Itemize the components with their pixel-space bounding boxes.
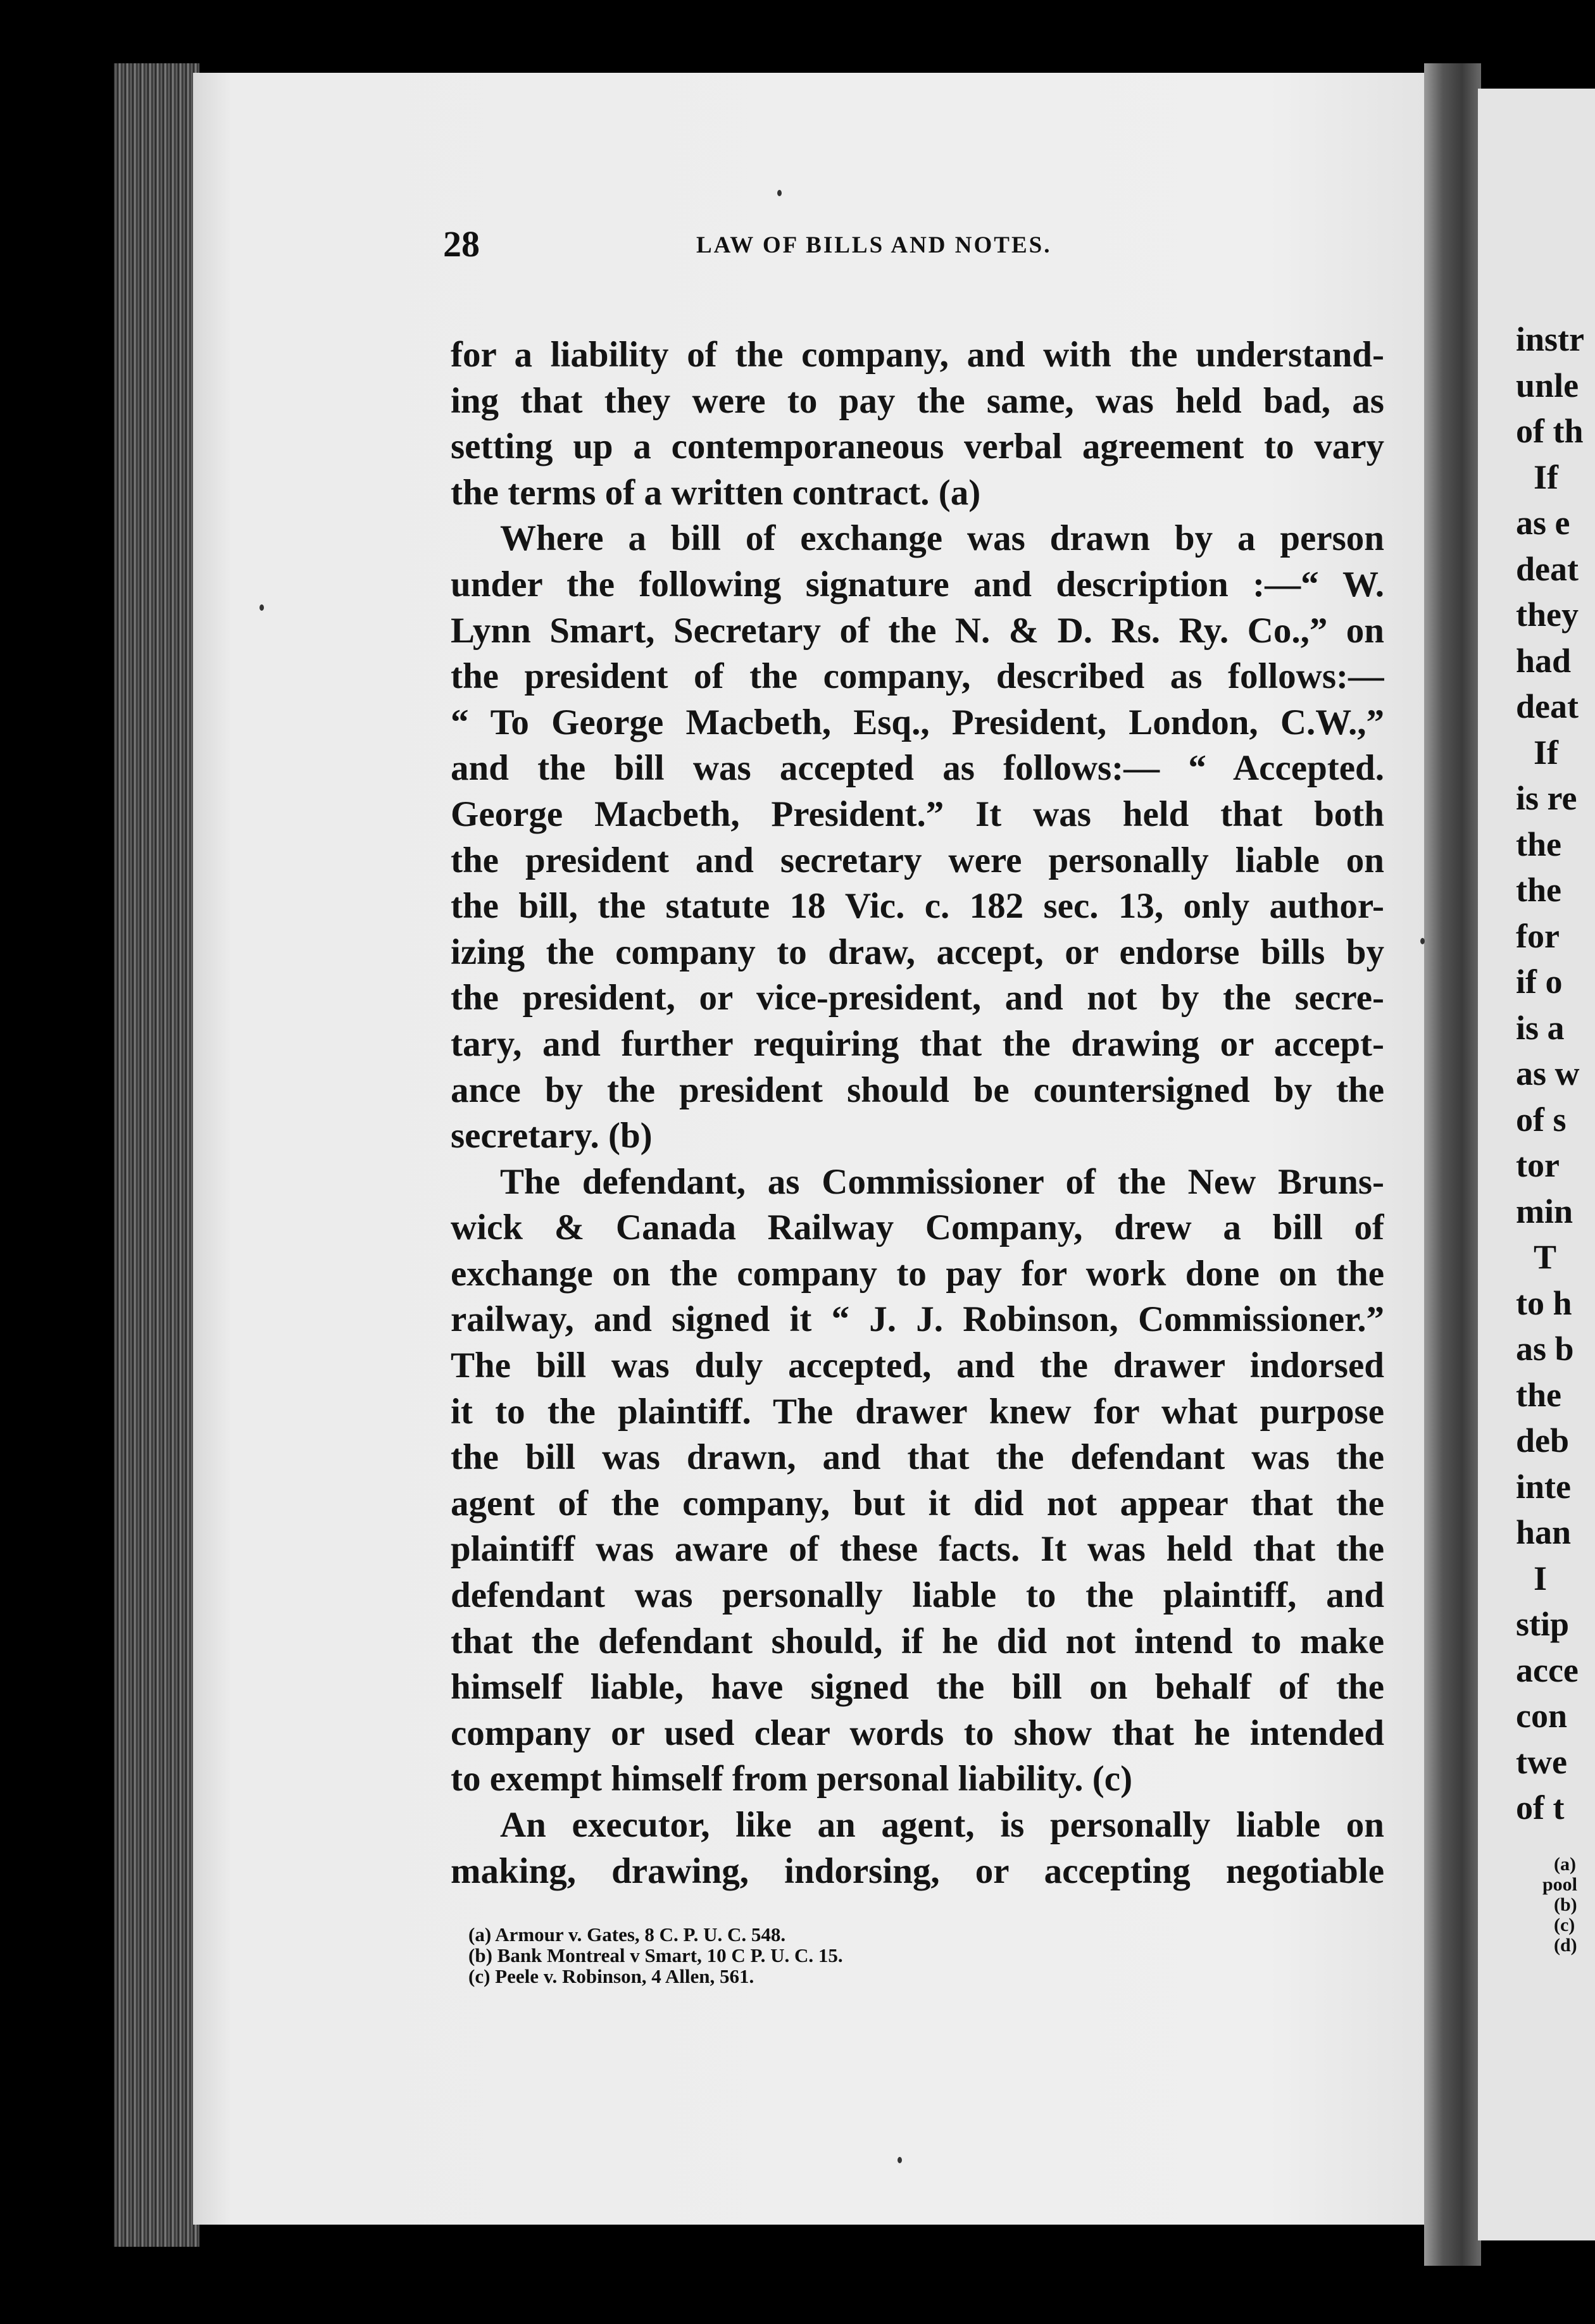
text-line: George Macbeth, President.” It was held that both [451,794,1384,834]
footnote: (b) Bank Montreal v Smart, 10 C P. U. C. 15. [468,1944,843,1966]
facing-line: han [1516,1513,1572,1551]
facing-line: the [1516,825,1561,863]
facing-line: of th [1516,412,1584,450]
text-line: Where a bill of exchange was drawn by a person [500,518,1384,559]
facing-line: is a [1516,1008,1565,1047]
facing-line: of s [1516,1100,1567,1139]
facing-line: twe [1516,1742,1567,1781]
facing-line: as b [1516,1330,1574,1368]
facing-line: stip [1516,1605,1570,1643]
facing-note: (c) [1554,1915,1575,1935]
text-line: ing that they were to pay the same, was held bad, as [451,380,1384,421]
book-gutter [1424,63,1481,2266]
facing-page [1478,89,1595,2240]
body-text [451,332,1384,1894]
facing-line: to h [1516,1284,1572,1322]
text-line: exchange on the company to pay for work done on the [451,1253,1384,1294]
text-line: railway, and signed it “ J. J. Robinson, Commissioner.” [451,1299,1384,1340]
facing-line: T [1534,1238,1557,1276]
facing-line: deb [1516,1421,1570,1459]
text-line: making, drawing, indorsing, or accepting negotiable [451,1851,1384,1891]
facing-line: as w [1516,1054,1580,1092]
text-line: company or used clear words to show that he intended [451,1713,1384,1753]
text-line: it to the plaintiff. The drawer knew for what purpose [451,1391,1384,1432]
footnotes [468,1924,843,1987]
facing-line: the [1516,1375,1561,1414]
facing-line: inte [1516,1467,1571,1506]
text-line: izing the company to draw, accept, or endorse bills by [451,932,1384,972]
text-line: tary, and further requiring that the drawing or accept- [451,1023,1384,1064]
text-line: the bill, the statute 18 Vic. c. 182 sec. 13, only author- [451,886,1384,927]
text-line: “ To George Macbeth, Esq., President, London, C.W.,” [451,702,1384,742]
footnote: (c) Peele v. Robinson, 4 Allen, 561. [468,1965,754,1987]
text-line: defendant was personally liable to the plaintiff, and [451,1575,1384,1616]
facing-line: they [1516,596,1579,634]
facing-page-text [1516,316,1584,1831]
running-head [443,223,1364,267]
facing-line: min [1516,1192,1573,1230]
facing-note: pool [1542,1874,1578,1895]
text-line: The defendant, as Commissioner of the New Bruns- [500,1161,1384,1202]
text-line: secretary. (b) [451,1116,653,1156]
facing-line: of t [1516,1789,1565,1827]
facing-line: unle [1516,366,1579,404]
facing-line: for [1516,916,1560,955]
facing-line: con [1516,1697,1567,1735]
facing-line: if o [1516,963,1563,1001]
facing-line: had [1516,641,1572,680]
text-line: to exempt himself from personal liability. (c) [451,1759,1133,1799]
text-line: wick & Canada Railway Company, drew a bill of [451,1208,1384,1248]
text-line: for a liability of the company, and with the understand- [451,335,1384,375]
text-line: and the bill was accepted as follows:— “ Accepted. [451,748,1384,789]
facing-line: tor [1516,1146,1560,1184]
text-line: ance by the president should be countersigned by the [451,1070,1384,1110]
text-line: The bill was duly accepted, and the drawer indorsed [451,1346,1384,1386]
text-line: himself liable, have signed the bill on behalf of the [451,1667,1384,1708]
book-page-edge [114,63,199,2247]
text-line: the bill was drawn, and that the defendant was the [451,1437,1384,1478]
facing-line: the [1516,871,1561,909]
facing-line: deat [1516,687,1579,725]
text-line: Lynn Smart, Secretary of the N. & D. Rs. Ry. Co.,” on [451,610,1384,651]
facing-page-footnotes [1542,1854,1577,1956]
ink-speck [777,190,782,196]
facing-line: instr [1516,320,1584,358]
facing-line: I [1534,1559,1548,1597]
footnote: (a) Armour v. Gates, 8 C. P. U. C. 548. [468,1923,786,1946]
text-line: agent of the company, but it did not appear that the [451,1483,1384,1523]
facing-line: If [1534,458,1558,496]
facing-note: (d) [1554,1935,1577,1956]
text-line: the president and secretary were personally liable on [451,840,1384,880]
facing-line: deat [1516,549,1579,588]
text-line: An executor, like an agent, is personally liable on [500,1805,1384,1845]
text-line: the terms of a written contract. (a) [451,472,981,513]
running-title: LAW OF BILLS AND NOTES. [696,232,1052,258]
text-line: the president, or vice-president, and not by the secre- [451,978,1384,1018]
text-line: that the defendant should, if he did not intend to make [451,1621,1384,1661]
text-line: under the following signature and description :—“ W. [451,564,1384,604]
facing-line: acce [1516,1651,1579,1689]
ink-speck [898,2157,902,2163]
ink-speck [1420,938,1425,944]
facing-note: (a) [1554,1854,1576,1875]
facing-line: is re [1516,779,1577,817]
facing-note: (b) [1554,1894,1577,1915]
page-number: 28 [443,223,480,265]
text-line: the president of the company, described as follows:— [451,656,1384,697]
text-line: plaintiff was aware of these facts. It was held that the [451,1529,1384,1570]
text-line: setting up a contemporaneous verbal agreement to vary [451,427,1384,467]
facing-line: If [1534,733,1558,772]
facing-line: as e [1516,504,1570,542]
ink-speck [260,604,264,611]
